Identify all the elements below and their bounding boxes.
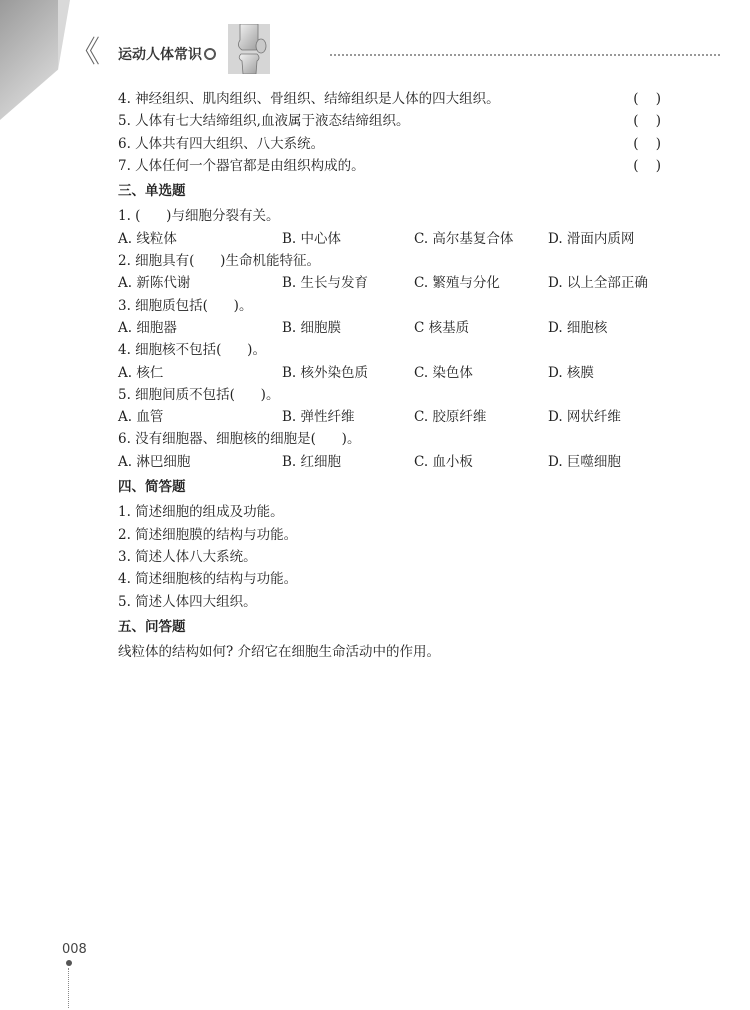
tf-question: 5. 人体有七大结缔组织,血液属于液态结缔组织。	[118, 113, 410, 130]
section-title-essay: 五、问答题	[118, 618, 186, 635]
choice-option-a: A. 线粒体	[118, 230, 177, 247]
choice-options	[118, 451, 663, 473]
tf-question: 4. 神经组织、肌肉组织、骨组织、结缔组织是人体的四大组织。	[118, 91, 500, 107]
choice-options	[118, 317, 663, 339]
tf-answer-blank: ( )	[633, 113, 661, 130]
choice-option-c: C. 血小板	[414, 453, 473, 470]
circle-bullet-icon	[204, 48, 216, 60]
header-dotted-rule	[330, 54, 720, 56]
choice-options	[118, 228, 663, 250]
essay-question: 线粒体的结构如何? 介绍它在细胞生命活动中的作用。	[118, 644, 441, 661]
tf-answer-blank: ( )	[633, 135, 661, 152]
choice-option-c: C. 染色体	[414, 364, 473, 381]
choice-question: 4. 细胞核不包括( )。	[118, 342, 266, 359]
header-title: 运动人体常识	[118, 47, 202, 63]
choice-option-c: C. 胶原纤维	[414, 409, 487, 426]
choice-option-d: D. 核膜	[548, 364, 594, 381]
chevron-left-icon: 《	[70, 35, 94, 70]
choice-option-b: B. 弹性纤维	[282, 409, 355, 426]
tf-question: 6. 人体共有四大组织、八大系统。	[118, 135, 325, 152]
tf-item	[118, 88, 663, 110]
short-answer-item: 2. 简述细胞膜的结构与功能。	[118, 526, 298, 543]
single-choice-list	[118, 205, 663, 473]
choice-question: 1. ( )与细胞分裂有关。	[118, 208, 280, 225]
corner-decoration	[0, 0, 58, 120]
choice-option-b: B. 红细胞	[282, 453, 342, 470]
choice-option-d: D. 以上全部正确	[548, 275, 648, 292]
choice-option-d: D. 细胞核	[548, 319, 608, 336]
choice-option-d: D. 巨噬细胞	[548, 453, 621, 470]
page-marker-dot	[66, 960, 72, 966]
corner-strip	[58, 0, 70, 70]
choice-options	[118, 362, 663, 384]
tf-item	[118, 133, 663, 155]
page-number: 008	[62, 942, 87, 957]
short-answer-item: 1. 简述细胞的组成及功能。	[118, 504, 284, 521]
choice-question: 3. 细胞质包括( )。	[118, 297, 253, 314]
true-false-list	[118, 88, 663, 177]
choice-option-b: B. 中心体	[282, 230, 342, 247]
choice-option-a: A. 淋巴细胞	[118, 453, 191, 470]
tf-question: 7. 人体任何一个器官都是由组织构成的。	[118, 157, 365, 174]
short-answer-item: 4. 简述细胞核的结构与功能。	[118, 571, 298, 588]
tf-item	[118, 155, 663, 177]
tf-item	[118, 110, 663, 132]
short-answer-item: 5. 简述人体四大组织。	[118, 593, 257, 610]
short-answer-list	[118, 501, 663, 612]
choice-option-b: B. 细胞膜	[282, 319, 342, 336]
short-answer-item: 3. 简述人体八大系统。	[118, 548, 257, 565]
choice-option-a: A. 新陈代谢	[118, 275, 191, 292]
choice-options	[118, 406, 663, 428]
choice-option-a: A. 核仁	[118, 364, 164, 381]
choice-question: 6. 没有细胞器、细胞核的细胞是( )。	[118, 431, 361, 448]
choice-option-b: B. 生长与发育	[282, 275, 369, 292]
choice-options	[118, 272, 663, 294]
choice-option-d: D. 滑面内质网	[548, 230, 635, 247]
tf-answer-blank: ( )	[633, 91, 661, 107]
choice-option-b: B. 核外染色质	[282, 364, 369, 381]
tf-answer-blank: ( )	[633, 157, 661, 174]
choice-option-a: A. 血管	[118, 409, 164, 426]
choice-option-a: A. 细胞器	[118, 319, 177, 336]
choice-option-c: C 核基质	[414, 319, 470, 336]
section-title-single-choice: 三、单选题	[118, 183, 186, 200]
section-title-short-answer: 四、简答题	[118, 479, 186, 496]
knee-joint-icon	[228, 24, 270, 74]
choice-question: 2. 细胞具有( )生命机能特征。	[118, 253, 320, 270]
choice-option-d: D. 网状纤维	[548, 409, 621, 426]
page-marker-line	[68, 968, 69, 1008]
choice-option-c: C. 高尔基复合体	[414, 230, 514, 247]
choice-option-c: C. 繁殖与分化	[414, 275, 500, 292]
document-body	[118, 88, 663, 663]
choice-question: 5. 细胞间质不包括( )。	[118, 386, 280, 403]
